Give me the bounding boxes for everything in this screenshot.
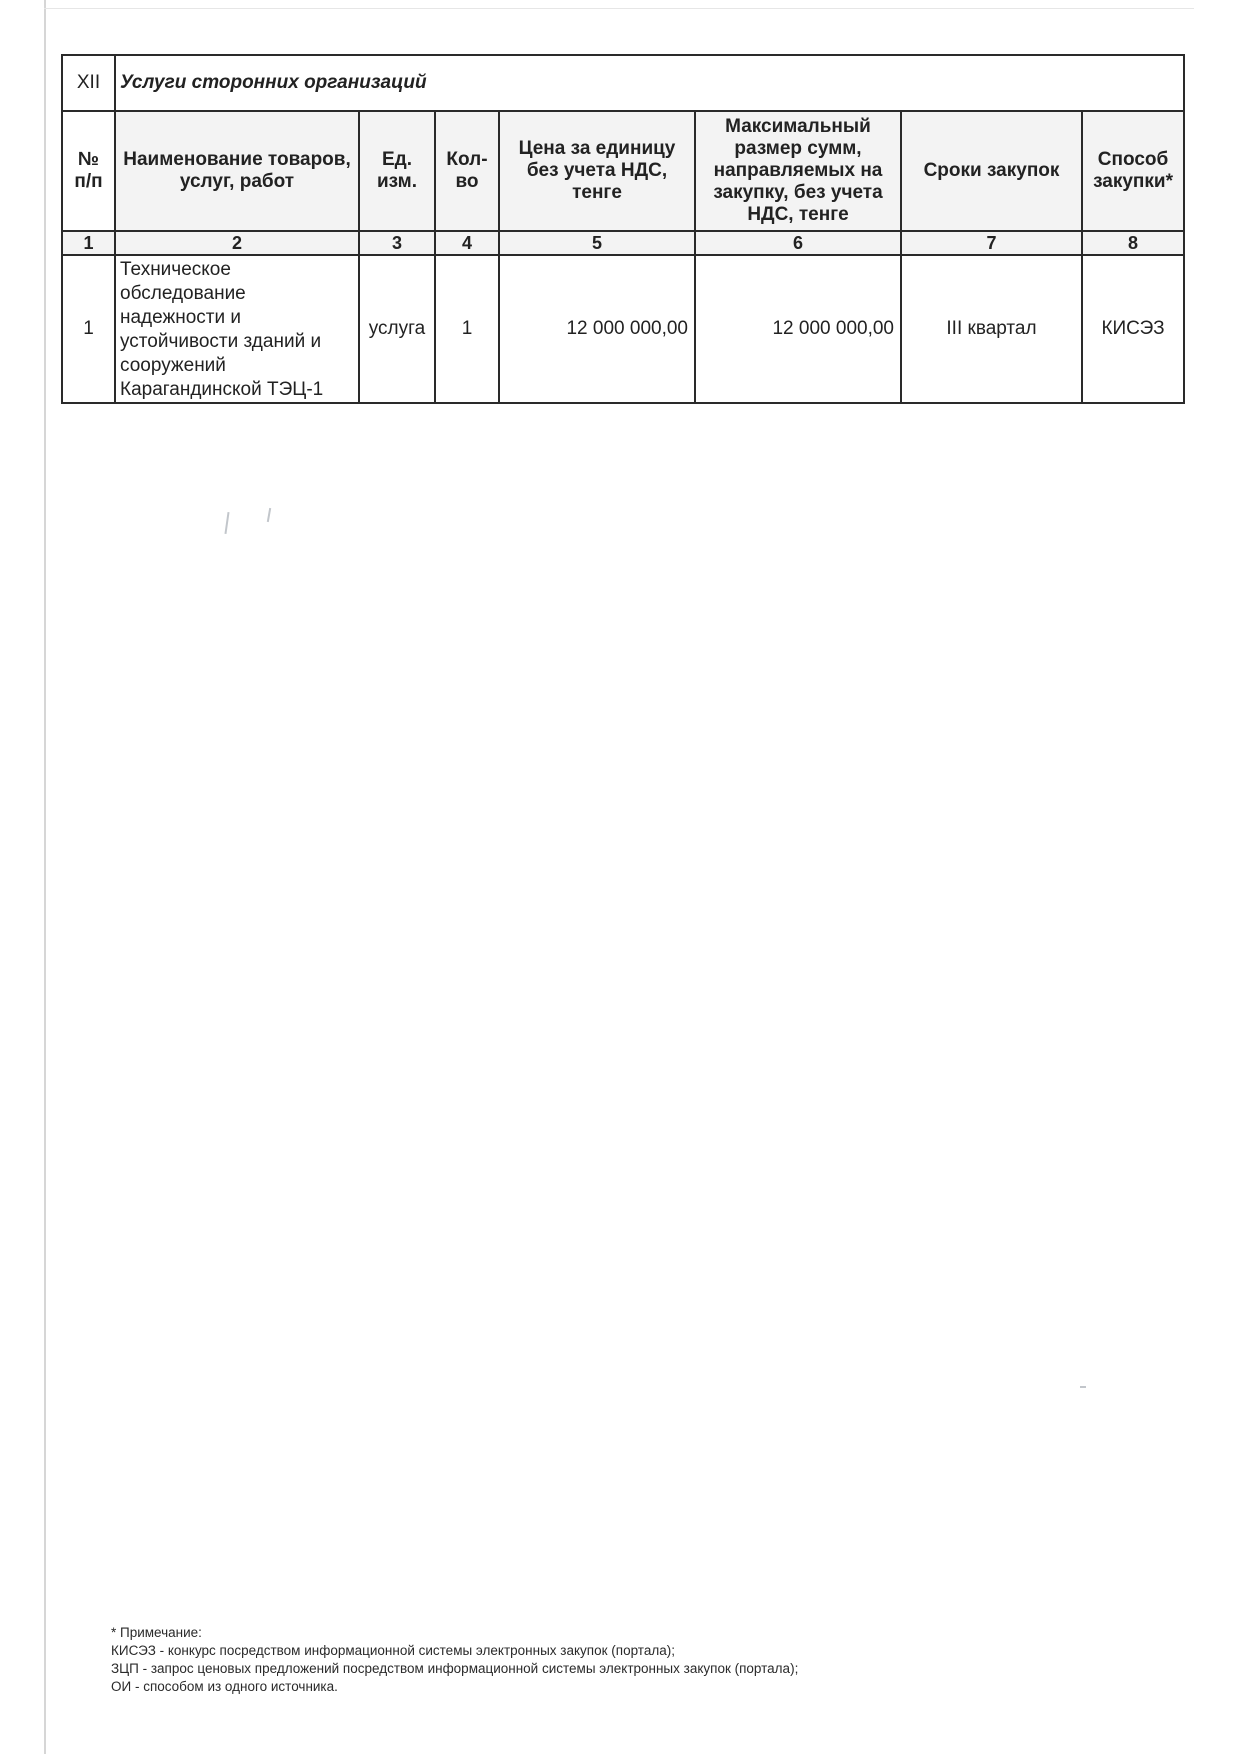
column-number: 5 <box>499 231 695 255</box>
column-number-row <box>62 231 1184 255</box>
header-unit-price: Цена за единицу без учета НДС, тенге <box>499 111 695 231</box>
header-term: Сроки закупок <box>901 111 1082 231</box>
footnote-title: * Примечание: <box>111 1625 202 1640</box>
scan-speck <box>224 512 229 534</box>
header-unit: Ед. изм. <box>359 111 435 231</box>
column-number: 6 <box>695 231 901 255</box>
footnote-line: КИСЭЗ - конкурс посредством информационной системы электронных закупок (портала); <box>111 1643 675 1658</box>
column-number: 2 <box>115 231 359 255</box>
header-max-amount: Максимальный размер сумм, направляемых на закупку, без учета НДС, тенге <box>695 111 901 231</box>
header-qty: Кол-во <box>435 111 499 231</box>
table-row <box>62 255 1184 403</box>
column-number: 4 <box>435 231 499 255</box>
row-qty: 1 <box>435 255 499 403</box>
column-number: 1 <box>62 231 115 255</box>
row-term: III квартал <box>901 255 1082 403</box>
page-left-edge <box>44 0 46 1754</box>
header-name: Наименование товаров, услуг, работ <box>115 111 359 231</box>
page-top-edge <box>44 8 1194 9</box>
procurement-table <box>61 54 1185 404</box>
footnote-line: ЗЦП - запрос ценовых предложений посредством информационной системы электронных закупок (портала); <box>111 1661 799 1676</box>
section-title: Услуги сторонних организаций <box>115 55 1184 111</box>
footnote <box>111 1624 798 1696</box>
row-name: Техническое обследование надежности и устойчивости зданий и сооружений Карагандинской ТЭЦ-1 <box>115 255 359 403</box>
column-number: 7 <box>901 231 1082 255</box>
scan-speck <box>267 508 271 522</box>
row-method: КИСЭЗ <box>1082 255 1184 403</box>
column-number: 8 <box>1082 231 1184 255</box>
header-method: Способ закупки* <box>1082 111 1184 231</box>
footnote-line: ОИ - способом из одного источника. <box>111 1679 338 1694</box>
header-num: № п/п <box>62 111 115 231</box>
column-number: 3 <box>359 231 435 255</box>
section-number: XII <box>62 55 115 111</box>
table-header-row <box>62 111 1184 231</box>
row-num: 1 <box>62 255 115 403</box>
row-unit-price: 12 000 000,00 <box>499 255 695 403</box>
row-max-amount: 12 000 000,00 <box>695 255 901 403</box>
row-unit: услуга <box>359 255 435 403</box>
scan-speck <box>1080 1386 1086 1388</box>
section-row <box>62 55 1184 111</box>
